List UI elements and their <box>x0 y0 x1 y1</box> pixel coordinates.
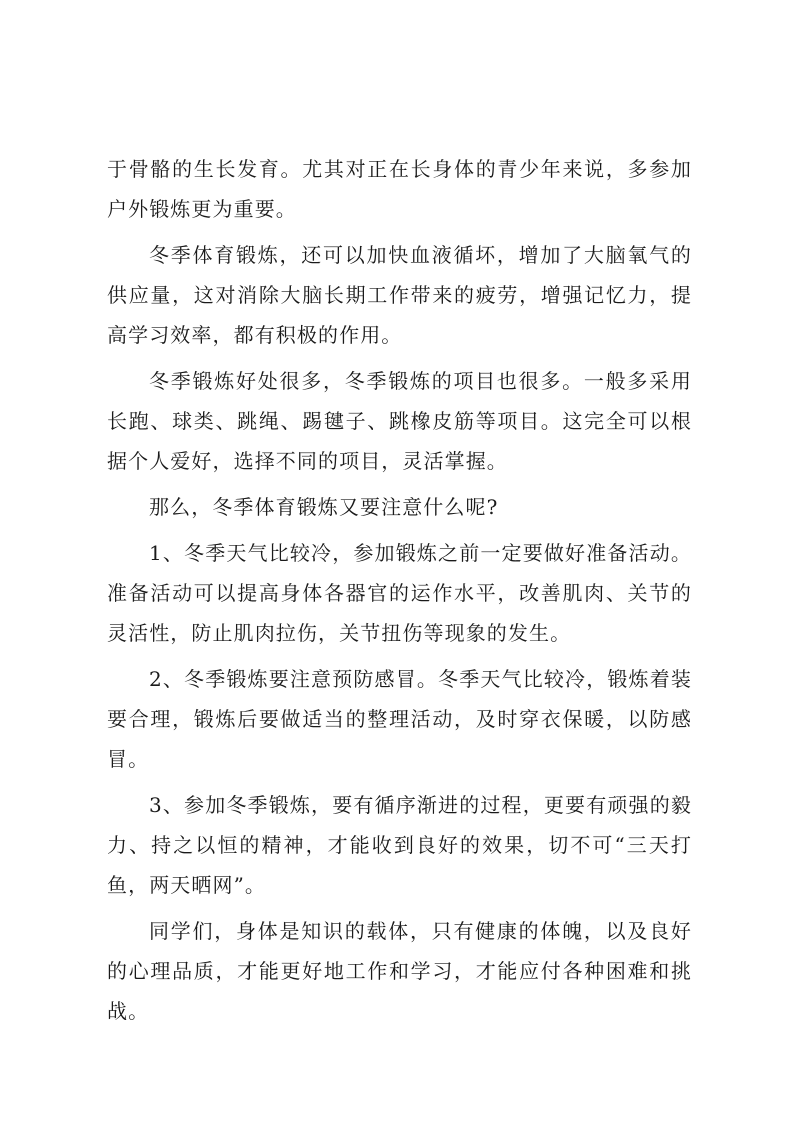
paragraph-precaution-1: 1、冬季天气比较冷，参加锻炼之前一定要做好准备活动。准备活动可以提高身体各器官的运作水平，改善肌肉、关节的灵活性，防止肌肉拉伤，关节扭伤等现象的发生。 <box>107 541 692 645</box>
paragraph-precautions-question: 那么，冬季体育锻炼又要注意什么呢? <box>149 495 499 519</box>
paragraph-precaution-3: 3、参加冬季锻炼，要有循序渐进的过程，更要有顽强的毅力、持之以恒的精神，才能收到良好的效果，切不可“三天打鱼，两天晒网”。 <box>107 793 692 897</box>
paragraph-precaution-2: 2、冬季锻炼要注意预防感冒。冬季天气比较冷，锻炼着装要合理，锻炼后要做适当的整理活动，及时穿衣保暖，以防感冒。 <box>107 667 692 771</box>
paragraph-conclusion: 同学们，身体是知识的载体，只有健康的体魄，以及良好的心理品质，才能更好地工作和学习，才能应付各种困难和挑战。 <box>107 919 692 1023</box>
paragraph-winter-exercise-benefit: 冬季体育锻炼，还可以加快血液循坏，增加了大脑氧气的供应量，这对消除大脑长期工作带来的疲劳，增强记忆力，提高学习效率，都有积极的作用。 <box>107 243 692 347</box>
paragraph-exercise-options: 冬季锻炼好处很多，冬季锻炼的项目也很多。一般多采用长跑、球类、跳绳、踢毽子、跳橡皮筋等项目。这完全可以根据个人爱好，选择不同的项目，灵活掌握。 <box>107 369 692 473</box>
document-body <box>107 149 692 1037</box>
paragraph-continuation: 于骨骼的生长发育。尤其对正在长身体的青少年来说，多参加户外锻炼更为重要。 <box>107 157 692 221</box>
